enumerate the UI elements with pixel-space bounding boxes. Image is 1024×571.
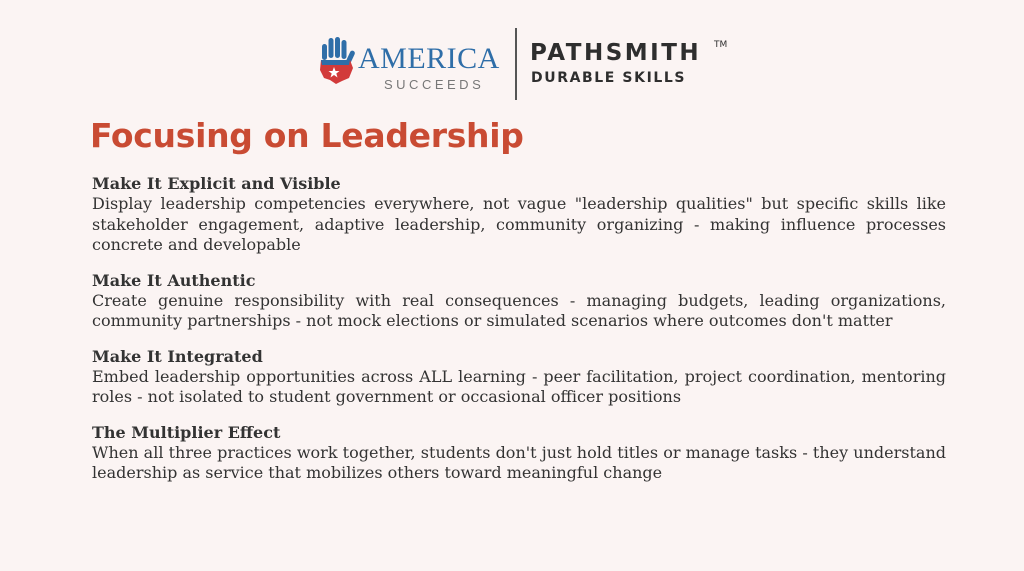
page-title: Focusing on Leadership xyxy=(90,116,524,155)
durable-skills-wordmark: DURABLE SKILLS xyxy=(531,70,687,86)
section-list xyxy=(92,174,946,499)
pathsmith-logo xyxy=(530,40,750,90)
section-explicit-visible xyxy=(92,174,946,256)
section-heading: Make It Explicit and Visible xyxy=(92,174,341,193)
section-body: Display leadership competencies everywhere, not vague "leadership qualities" but specific skills like stakeholder engagement, adaptive leadership, community organizing - making influence processes concrete and developable xyxy=(92,194,946,254)
section-body: When all three practices work together, students don't just hold titles or manage tasks - they understand leadership as service that mobilizes others toward meaningful change xyxy=(92,442,946,482)
logo-divider xyxy=(515,28,517,100)
america-wordmark: AMERICA xyxy=(358,42,500,75)
section-body: Embed leadership opportunities across ALL learning - peer facilitation, project coordination, mentoring roles - not isolated to student government or occasional officer positions xyxy=(92,366,946,406)
logo-bar xyxy=(0,28,1024,100)
section-body: Create genuine responsibility with real consequences - managing budgets, leading organizations, community partnerships - not mock elections or simulated scenarios where outcomes don't matter xyxy=(92,290,946,330)
succeeds-wordmark: SUCCEEDS xyxy=(384,77,485,92)
hand-map-icon xyxy=(316,34,358,92)
section-heading: Make It Integrated xyxy=(92,346,263,366)
section-integrated xyxy=(92,347,946,408)
section-heading: The Multiplier Effect xyxy=(92,422,281,442)
section-multiplier-effect xyxy=(92,423,946,484)
pathsmith-trademark: TM xyxy=(714,40,728,50)
america-succeeds-logo xyxy=(316,34,506,94)
section-heading: Make It Authentic xyxy=(92,270,256,290)
section-authentic xyxy=(92,271,946,332)
pathsmith-wordmark: PATHSMITH xyxy=(530,40,702,66)
